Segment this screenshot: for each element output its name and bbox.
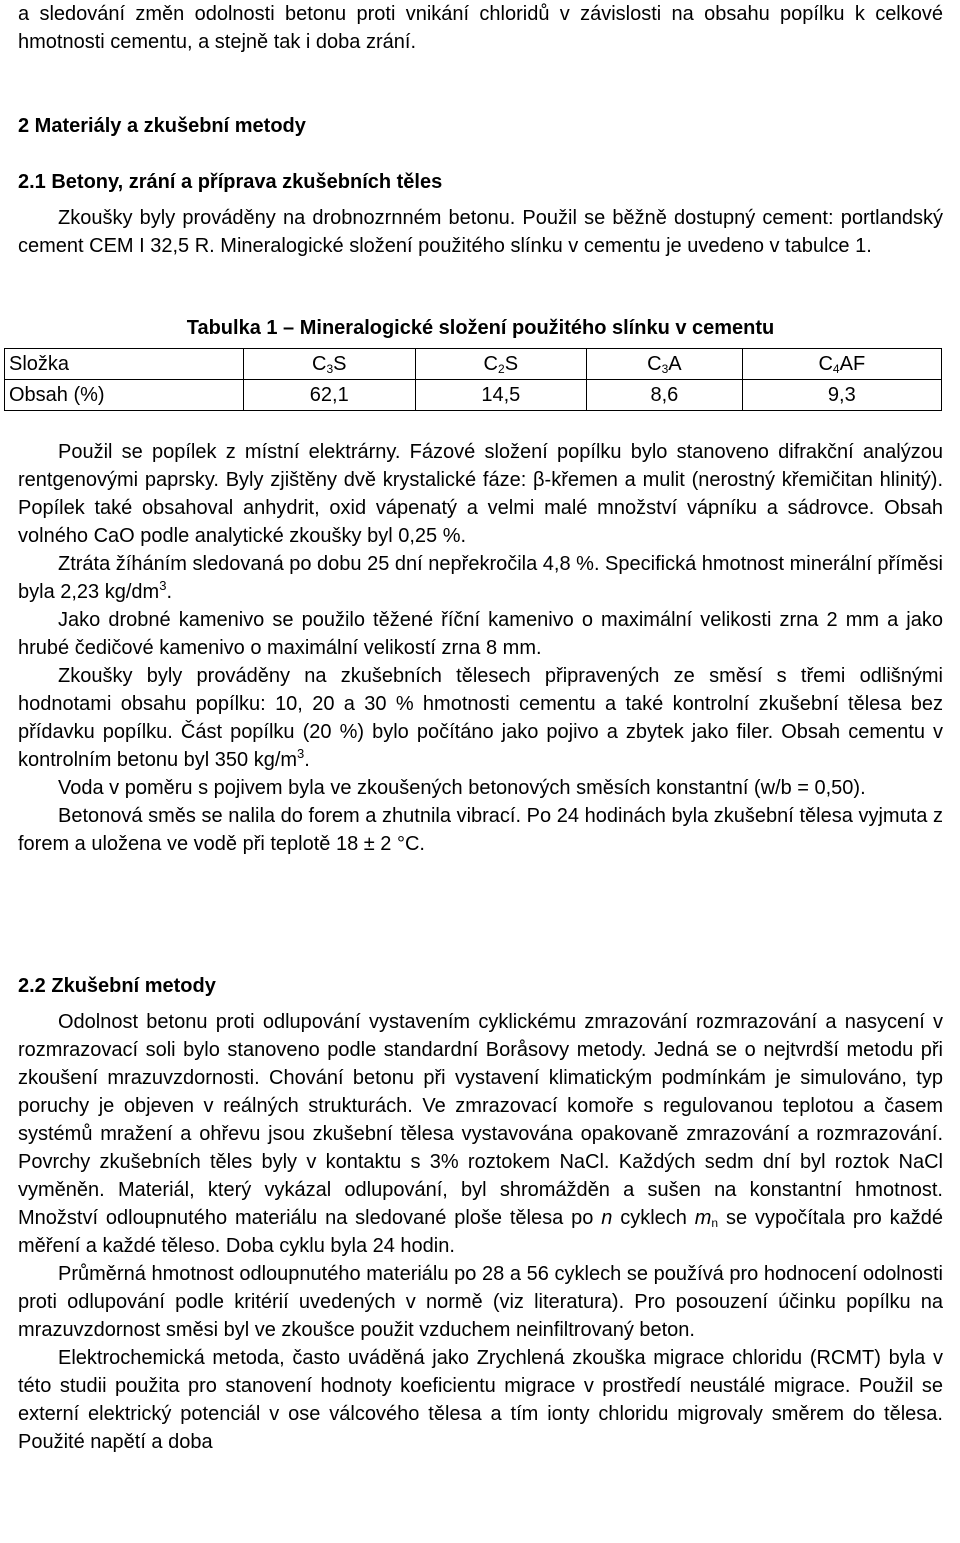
test-mixes-paragraph: Zkoušky byly prováděny na zkušebních tělesech připravených ze směsí s třemi odlišnými hodnotami obsahu popílku: 10, 20 a 30 % hmotnosti cementu a také kontrolní zkušební tělesa bez přídavku popílku. Část popílku (20 %) bylo počítáno jako pojivo a zbytek jako filer. Obsah cementu v kontrolním betonu byl 350 $kg/m^3$. (18, 665, 943, 771)
table-header-cell: $C_3S$ (244, 349, 416, 380)
table-row-label: Obsah (%) (5, 380, 244, 411)
casting-paragraph: Betonová směs se nalila do forem a zhutnila vibrací. Po 24 hodinách byla zkušební tělesa vyjmuta z forem a uložena ve vodě při teplotě 18 ± 2 °C. (18, 805, 943, 855)
aggregate-paragraph: Jako drobné kamenivo se použilo těžené říční kamenivo o maximální velikosti zrna 2 mm a jako hrubé čedičové kamenivo o maximální velikostí zrna 8 mm. (18, 609, 943, 659)
concrete-paragraph: Zkoušky byly prováděny na drobnozrnném betonu. Použil se běžně dostupný cement: portlandský cement CEM I 32,5 R. Mineralogické složení použitého slínku v cementu je uvedeno v tabulce 1. (18, 207, 943, 257)
table-cell: 9,3 (742, 380, 941, 411)
table-header-cell: $C_4AF$ (742, 349, 941, 380)
fly-ash-paragraph: Použil se popílek z místní elektrárny. Fázové složení popílku bylo stanoveno difrakční analýzou rentgenovými paprsky. Byly zjištěny dvě krystalické fáze: β-křemen a mulit (nerostný křemičitan hlinitý). Popílek také obsahoval anhydrit, oxid vápenatý a velmi malé množství vápníku a sádrovce. Obsah volného CaO podle analytické zkoušky byl 0,25 %. (18, 441, 943, 547)
frost-resistance-paragraph: Odolnost betonu proti odlupování vystavením cyklickému zmrazování rozmrazování a nasycení v rozmrazovací soli bylo stanoveno podle standardní Boråsovy metody. Jedná se o nejtvrdší metodu při zkoušení mrazuvzdornosti. Chování betonu při vystavení klimatickým podmínkám je simulováno, typ poruchy je objeven v reálných strukturách. Ve zmrazovací komoře s regulovanou teplotou a časem systémů mražení a ohřevu jsou zkušební tělesa vystavována opakovaně zmrazování a rozmrazování. Povrchy zkušebních těles byly v kontaktu s 3% roztokem NaCl. Každých sedm dní byl roztok NaCl vyměněn. Materiál, který vykázal odlupování, byl shromážděn a sušen na konstantní hmotnost. Množství odloupnutého materiálu na sledované ploše tělesa po n cyklech $m_n$ se vypočítala pro každé měření a každé těleso. Doba cyklu byla 24 hodin. (18, 1011, 943, 1257)
table-cell: 8,6 (587, 380, 743, 411)
section-2-2-heading: 2.2 Zkušební metody (18, 975, 216, 997)
table-header-cell: $C_3A$ (587, 349, 743, 380)
section-2-2-body (18, 1008, 943, 1456)
ignition-loss-paragraph: Ztráta žíháním sledovaná po dobu 25 dní nepřekročila 4,8 %. Specifická hmotnost minerální příměsi byla 2,23 $kg/dm^3$. (18, 553, 943, 603)
table-cell: 62,1 (244, 380, 416, 411)
water-ratio-paragraph: Voda v poměru s pojivem byla ve zkoušených betonových směsích konstantní (w/b = 0,50). (58, 777, 866, 799)
section-2-1-body (18, 438, 943, 858)
table-row-label: Složka (5, 349, 244, 380)
mineral-composition-table (4, 348, 942, 411)
section-2-1-heading: 2.1 Betony, zrání a příprava zkušebních těles (18, 171, 443, 193)
average-mass-paragraph: Průměrná hmotnost odloupnutého materiálu po 28 a 56 cyklech se používá pro hodnocení odolnosti proti odlupování podle kritérií uvedených v normě (viz literatura). Pro posouzení účinku popílku na mrazuvzdornost směsi byl ve zkoušce použit vzduchem neinfiltrovaný beton. (18, 1263, 943, 1341)
rcmt-paragraph: Elektrochemická metoda, často uváděná jako Zrychlená zkouška migrace chloridu (RCMT) byla v této studii použita pro stanovení hodnoty koeficientu migrace v prostředí neustálé migrace. Použil se externí elektrický potenciál v ose válcového tělesa a tím ionty chloridu migrovaly směrem do tělesa. Použité napětí a doba (18, 1347, 943, 1453)
table-data-row (5, 380, 942, 411)
table-cell: 14,5 (415, 380, 587, 411)
table-header-row (5, 349, 942, 380)
section-2-heading: 2 Materiály a zkušební metody (18, 115, 306, 137)
table-header-cell: $C_2S$ (415, 349, 587, 380)
table-1-caption: Tabulka 1 – Mineralogické složení použitého slínku v cementu (186, 317, 775, 339)
intro-paragraph: a sledování změn odolnosti betonu proti vnikání chloridů v závislosti na obsahu popílku k celkové hmotnosti cementu, a stejně tak i doba zrání. (18, 3, 943, 53)
